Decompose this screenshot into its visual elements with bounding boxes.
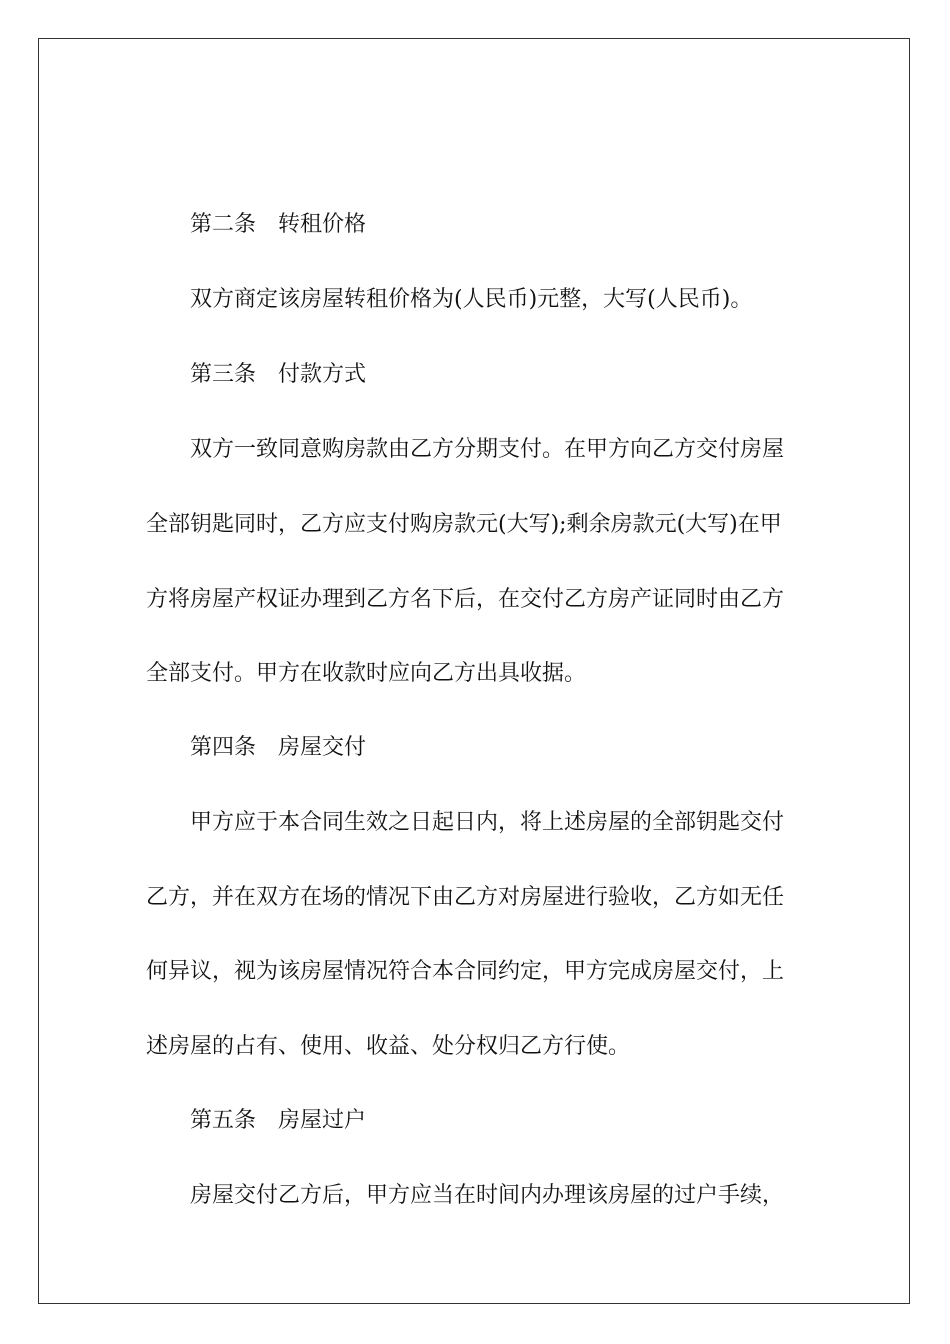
article-4-title: 房屋交付 [278,735,367,760]
article-5-number: 第五条 [190,1108,257,1133]
article-5-heading [190,1106,366,1136]
article-3-title: 付款方式 [278,362,367,387]
article-5-title: 房屋过户 [278,1108,367,1133]
article-3-paragraph-line-2: 全部钥匙同时，乙方应支付购房款元(大写);剩余房款元(大写)在甲 [146,512,782,537]
article-4-paragraph-line-1: 甲方应于本合同生效之日起日内，将上述房屋的全部钥匙交付 [190,810,785,835]
article-3-paragraph-line-3: 方将房屋产权证办理到乙方名下后，在交付乙方房产证同时由乙方 [146,587,785,612]
article-2-title: 转租价格 [278,212,367,237]
article-3-number: 第三条 [190,362,257,387]
article-2-number: 第二条 [190,212,257,237]
article-4-paragraph-line-2: 乙方，并在双方在场的情况下由乙方对房屋进行验收，乙方如无任 [146,885,785,910]
article-2-paragraph-line-1: 双方商定该房屋转租价格为(人民币)元整，大写(人民币)。 [190,287,753,312]
article-4-number: 第四条 [190,735,257,760]
article-3-paragraph-line-1: 双方一致同意购房款由乙方分期支付。在甲方向乙方交付房屋 [190,437,785,462]
article-3-heading [190,360,366,390]
article-4-paragraph-line-4: 述房屋的占有、使用、收益、处分权归乙方行使。 [146,1034,631,1059]
article-4-paragraph-line-3: 何异议，视为该房屋情况符合本合同约定，甲方完成房屋交付，上 [146,959,785,984]
article-3-paragraph-line-4: 全部支付。甲方在收款时应向乙方出具收据。 [146,661,587,686]
article-2-heading [190,210,366,240]
article-5-paragraph-line-1: 房屋交付乙方后，甲方应当在时间内办理该房屋的过户手续， [190,1183,785,1208]
article-4-heading [190,733,366,763]
